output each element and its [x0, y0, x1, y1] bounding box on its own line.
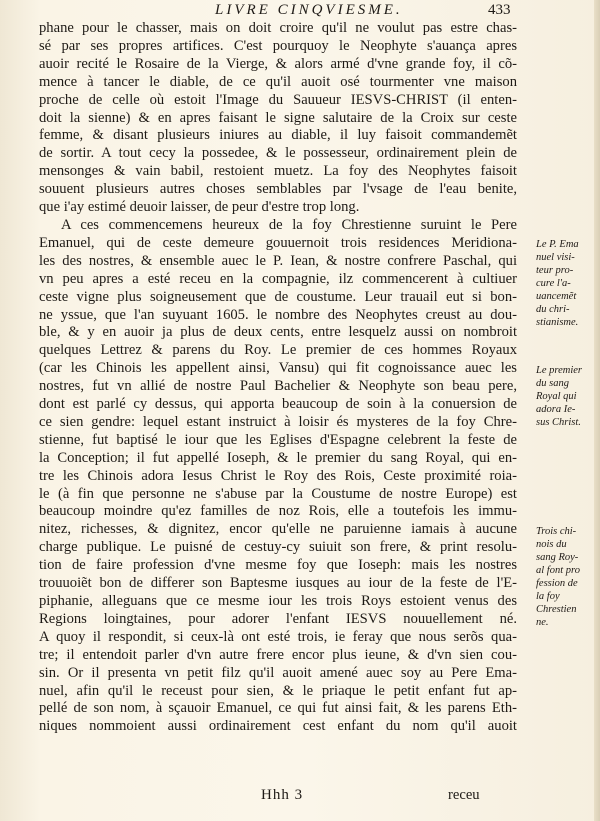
text-line: Regions loingtaines, pour adorer l'enfant IESVS nouuellement né. — [39, 610, 517, 627]
margin-note-line: du sang — [536, 378, 569, 389]
margin-note-trois-chinois — [536, 525, 598, 629]
text-line: quelques Lettrez & parens du Roy. Le premier de ces hommes Royaux — [39, 342, 517, 359]
margin-note-line: teur pro- — [536, 265, 574, 276]
margin-note-line: fession de — [536, 578, 578, 589]
text-line: de sortir. A tout cecy la possedee, & le possesseur, ordinairement plein de — [39, 145, 517, 162]
margin-note-line: Le P. Ema — [536, 239, 579, 250]
text-line: souuent plusieurs autres choses semblables par l'vsage de l'eau benite, — [39, 181, 517, 198]
text-line: A quoy il respondit, si ceux-là ont esté trois, ie feray que nous serõs qua- — [39, 628, 517, 645]
margin-note-line: stianisme. — [536, 317, 579, 328]
text-line: ble, & y en auoir ja plus de deux cents, entre lesquelz aussi on nombroit — [39, 324, 517, 341]
margin-note-line: la foy — [536, 591, 560, 602]
text-line: ce sien gendre: lequel estant instruict à loisir és mysteres de la foy Chre- — [39, 413, 517, 430]
text-line: sé par ses propres artifices. C'est pourquoy le Neophyte s'auança apres — [39, 37, 517, 54]
margin-note-line: sus Christ. — [536, 417, 581, 428]
text-line: doit la sienne) & en apres faisant le signe salutaire de la Croix sur ceste — [39, 109, 517, 126]
margin-note-line: al font pro — [536, 565, 580, 576]
text-line: que i'ay estimé deuoir laisser, de peur d'estre trop long. — [39, 199, 360, 216]
text-line: dont est parlé cy dessus, qui apporta beaucoup de soin à la conuersion de — [39, 396, 517, 413]
text-line: Emanuel, qui de ceste demeure gouuernoit trois residences Meridiona- — [39, 234, 517, 251]
text-line: femme, & disant plusieurs iniures au diable, il luy faisoit commandemẽt — [39, 127, 517, 144]
text-line: auoir recité le Rosaire de la Vierge, & alors armé d'vne grande foy, il cõ- — [39, 55, 517, 72]
page-header — [40, 0, 540, 22]
margin-note-line: sang Roy- — [536, 552, 579, 563]
text-line: piphanie, alleguans que ce mesme iour les trois Roys estoient venus des — [39, 593, 517, 609]
text-line: stienne, fut baptisé le iour que les Eglises d'Espagne celebrent la feste de — [39, 431, 517, 448]
margin-note-line: ne. — [536, 617, 549, 628]
margin-note-line: Royal qui — [536, 391, 577, 402]
text-line: nitez, richesses, & dignitez, encor qu'elle ne paruienne iamais à aucune — [39, 521, 517, 538]
text-line: tre; il entendoit parler d'vn autre frere encor plus ieune, & d'vn sien cou- — [39, 646, 517, 663]
text-line: nuel, afin qu'il le receust pour sien, & le priaque le petit enfant fut ap- — [39, 682, 517, 699]
text-line: proche de celle où estoit l'Image du Sauueur IESVS-CHRIST (il enten- — [39, 91, 517, 108]
margin-note-line: cure l'a- — [536, 278, 571, 289]
text-line: mence à tancer le diable, de ce qu'il auoit osé tourmenter vne maison — [39, 73, 517, 90]
text-line: trouuoiẽt bon de differer son Baptesme iusques au iour de la feste de l'E- — [39, 575, 517, 592]
text-line: la Conception; il fut appellé Ioseph, & le premier du sang Royal, qui en- — [39, 449, 517, 466]
page-number: 433 — [488, 2, 511, 18]
text-line: pellé de son nom, à sçauoir Emanuel, ce qui fut ainsi fait, & les parens Eth- — [39, 700, 517, 717]
text-line: vn peu apres a esté receu en la compagnie, ilz commencerent à cultiuer — [39, 270, 517, 287]
page-edge — [594, 0, 600, 821]
margin-note-line: Trois chi- — [536, 526, 577, 537]
catchword: receu — [448, 787, 480, 803]
text-line: les des nostres, & ensemble auec le P. Iean, & nostre confrere Paschal, qui — [39, 252, 517, 269]
margin-note-premier-royal — [536, 364, 598, 429]
margin-note-line: adora Ie- — [536, 404, 576, 415]
text-line: nostres, fut vn allié de nostre Paul Bachelier & Neophyte son beau pere, — [39, 378, 517, 395]
text-line: sin. Or il presenta vn petit filz qu'il auoit amené auec soy au Pere Ema- — [39, 664, 517, 681]
margin-note-line: nuel visi- — [536, 252, 575, 263]
text-line: phane pour le chasser, mais on doit croire qu'il ne voulut pas estre chas- — [39, 20, 517, 36]
running-head: LIVRE CINQVIESME. — [215, 2, 403, 18]
margin-note-line: uancemẽt — [536, 291, 577, 302]
text-line: niques nommoient aussi ordinairement cest enfant du nom qu'il auoit — [39, 718, 517, 735]
margin-note-line: nois du — [536, 539, 567, 550]
text-line: ne yssue, que l'an suyuant 1605. le nombre des Neophytes creust au dou- — [39, 306, 517, 323]
text-line: tion de faire profession d'vne mesme foy que Ioseph: mais les nostres — [39, 557, 517, 574]
text-line: (car les Chinois les appellent ainsi, Vansu) qui fit cognoissance auec les — [39, 360, 517, 377]
page-footer — [0, 785, 600, 815]
text-line: le (à fin que personne ne s'abuse par la Coustume de nostre Europe) est — [39, 485, 517, 502]
margin-note-p-emanuel — [536, 238, 598, 329]
text-line: ceste vigne plus soigneusement que de coustume. Leur trauail eut si bon- — [39, 288, 517, 305]
text-line: tre les Chinois adora Iesus Christ le Roy des Rois, Ceste proximité roia- — [39, 467, 517, 484]
text-line: charge publique. Le puisné de cestuy-cy suiuit son frere, & print resolu- — [39, 539, 517, 556]
text-line: beaucoup moindre qu'ez familles de noz Rois, elle a toutefois les immu- — [39, 503, 517, 520]
margin-note-line: Chrestien — [536, 604, 577, 615]
margin-note-line: Le premier — [536, 365, 582, 376]
margin-note-line: du chri- — [536, 304, 570, 315]
body-text — [39, 20, 517, 736]
signature-mark: Hhh 3 — [261, 787, 304, 803]
text-line: mensonges & vain babil, restoient muetz. La foy des Neophytes faisoit — [39, 163, 517, 180]
text-line: A ces commencemens heureux de la foy Chrestienne suruint le Pere — [61, 216, 517, 233]
